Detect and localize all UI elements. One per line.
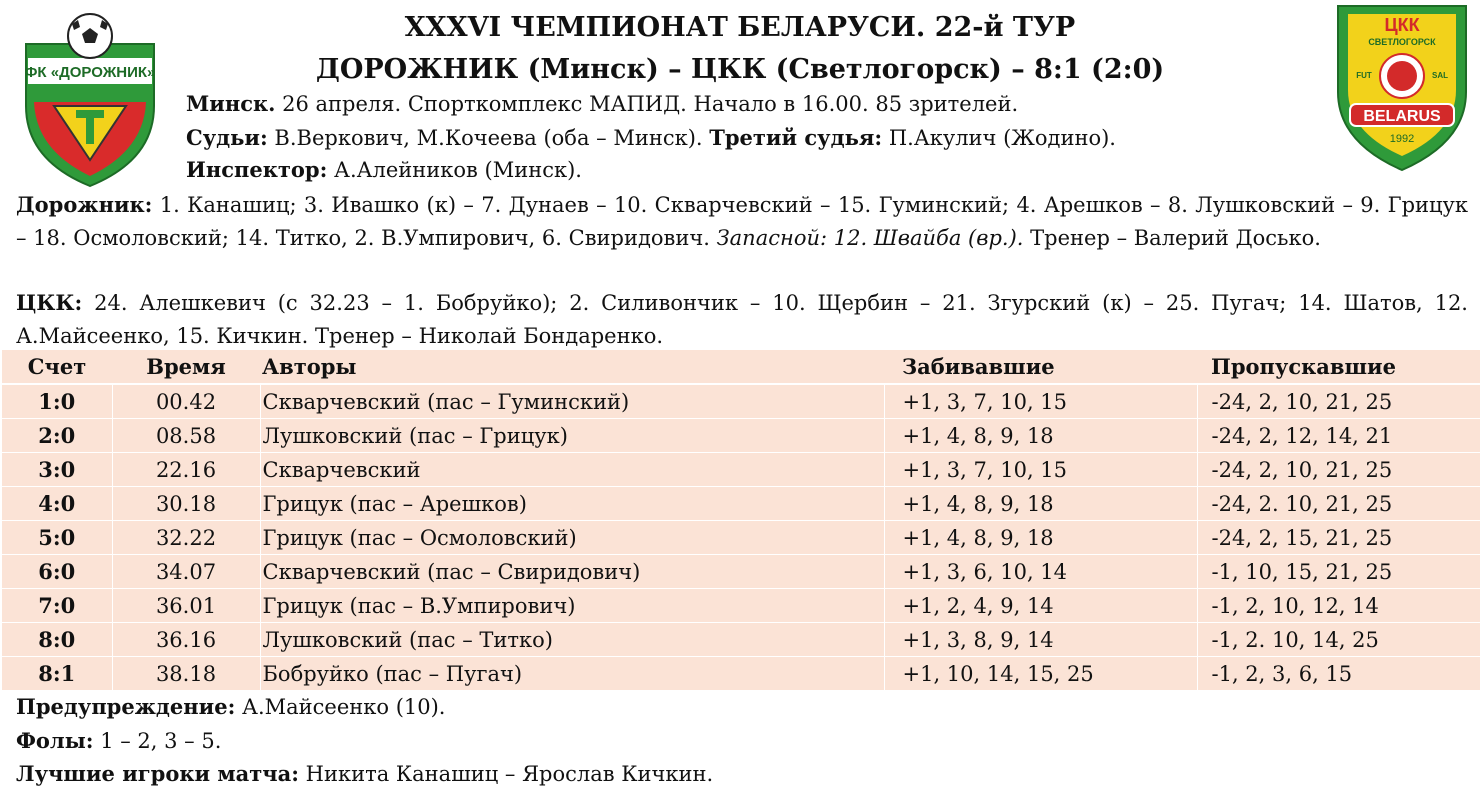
- goal-scoring-five: +1, 4, 8, 9, 18: [884, 487, 1197, 521]
- home-subs-text: Запасной: 12. Швайба (вр.).: [716, 226, 1024, 250]
- goal-score: 2:0: [2, 419, 112, 453]
- away-team-label: ЦКК:: [16, 290, 83, 315]
- table-row: [2, 657, 1480, 691]
- goal-conceding-five: -24, 2, 12, 14, 21: [1197, 419, 1480, 453]
- goal-conceding-five: -1, 2. 10, 14, 25: [1197, 623, 1480, 657]
- fouls-label: Фолы:: [16, 728, 94, 753]
- goal-author: Лушковский (пас – Грицук): [260, 419, 884, 453]
- goal-author: Грицук (пас – Осмоловский): [260, 521, 884, 555]
- away-lineup-text: 24. Алешкевич (с 32.23 – 1. Бобруйко); 2. Силивончик – 10. Щербин – 21. Згурский (к) – 25. Пугач; 14. Шатов, 12. А.Майсеенко, 15. Кичкин. Тренер – Николай Бондаренко.: [16, 291, 1468, 348]
- table-row: [2, 384, 1480, 419]
- goal-conceding-five: -24, 2. 10, 21, 25: [1197, 487, 1480, 521]
- goal-author: Лушковский (пас – Титко): [260, 623, 884, 657]
- venue-line: [186, 90, 1018, 118]
- goal-author: Скварчевский (пас – Гуминский): [260, 384, 884, 419]
- goal-scoring-five: +1, 4, 8, 9, 18: [884, 521, 1197, 555]
- goal-author: Скварчевский: [260, 453, 884, 487]
- table-row: [2, 521, 1480, 555]
- goal-time: 00.42: [112, 384, 260, 419]
- goal-scoring-five: +1, 3, 7, 10, 15: [884, 384, 1197, 419]
- match-score-title: ДОРОЖНИК (Минск) – ЦКК (Светлогорск) – 8:1 (2:0): [315, 54, 1165, 85]
- table-row: [2, 419, 1480, 453]
- goal-time: 22.16: [112, 453, 260, 487]
- inspector-label: Инспектор:: [186, 157, 328, 182]
- best-players-line: [16, 760, 713, 788]
- goal-conceding-five: -1, 2, 10, 12, 14: [1197, 589, 1480, 623]
- goal-score: 8:1: [2, 657, 112, 691]
- goal-score: 5:0: [2, 521, 112, 555]
- home-team-label: Дорожник:: [16, 192, 153, 217]
- header-conceded-on-court: Пропускавшие: [1197, 350, 1480, 384]
- best-players-text: Никита Канашиц – Ярослав Кичкин.: [298, 762, 714, 786]
- header-authors: Авторы: [260, 350, 884, 384]
- goal-score: 6:0: [2, 555, 112, 589]
- table-row: [2, 623, 1480, 657]
- goals-table-header: [2, 350, 1480, 384]
- home-coach-text: Тренер – Валерий Досько.: [1023, 226, 1321, 250]
- goal-author: Грицук (пас – В.Умпирович): [260, 589, 884, 623]
- venue-text: 26 апреля. Спорткомплекс МАПИД. Начало в 16.00. 85 зрителей.: [275, 92, 1019, 116]
- table-row: [2, 487, 1480, 521]
- home-team-lineup: [16, 188, 1468, 255]
- ckk-logo-futsal-right: SAL: [1432, 71, 1448, 80]
- goal-score: 3:0: [2, 453, 112, 487]
- ckk-logo-title: ЦКК: [1384, 15, 1420, 35]
- header-time: Время: [112, 350, 260, 384]
- third-referee-text: П.Акулич (Жодино).: [882, 126, 1116, 150]
- warning-label: Предупреждение:: [16, 694, 236, 719]
- goal-conceding-five: -24, 2, 10, 21, 25: [1197, 453, 1480, 487]
- referees-line: [186, 124, 1116, 152]
- goal-conceding-five: -1, 2, 3, 6, 15: [1197, 657, 1480, 691]
- ckk-logo-city: СВЕТЛОГОРСК: [1368, 37, 1436, 47]
- goal-score: 8:0: [2, 623, 112, 657]
- warning-line: [16, 693, 445, 721]
- goal-score: 1:0: [2, 384, 112, 419]
- goal-conceding-five: -24, 2, 10, 21, 25: [1197, 384, 1480, 419]
- referees-label: Судьи:: [186, 125, 268, 150]
- goals-table: [2, 350, 1480, 690]
- goal-score: 4:0: [2, 487, 112, 521]
- goal-time: 36.01: [112, 589, 260, 623]
- header-scorers-on-court: Забивавшие: [884, 350, 1197, 384]
- fouls-line: [16, 727, 221, 755]
- home-lineup-text: 1. Канашиц; 3. Ивашко (к) – 7. Дунаев – 10. Скварчевский – 15. Гуминский; 4. Арешков – 8. Лушковский – 9. Грицук – 18. Осмоловский; 14. Титко, 2. В.Умпирович, 6. Свиридович.: [16, 193, 1468, 250]
- venue-label: Минск.: [186, 91, 276, 116]
- goal-scoring-five: +1, 2, 4, 9, 14: [884, 589, 1197, 623]
- inspector-text: А.Алейников (Минск).: [327, 158, 582, 182]
- goal-time: 38.18: [112, 657, 260, 691]
- goal-conceding-five: -1, 10, 15, 21, 25: [1197, 555, 1480, 589]
- away-team-lineup: [16, 286, 1468, 353]
- goal-scoring-five: +1, 3, 6, 10, 14: [884, 555, 1197, 589]
- inspector-line: [186, 156, 582, 184]
- goal-scoring-five: +1, 10, 14, 15, 25: [884, 657, 1197, 691]
- fouls-text: 1 – 2, 3 – 5.: [93, 729, 222, 753]
- goal-time: 32.22: [112, 521, 260, 555]
- header-score: Счет: [2, 350, 112, 384]
- warning-text: А.Майсеенко (10).: [235, 695, 446, 719]
- third-referee-label: Третий судья:: [709, 125, 883, 150]
- goal-time: 30.18: [112, 487, 260, 521]
- goal-conceding-five: -24, 2, 15, 21, 25: [1197, 521, 1480, 555]
- goal-time: 36.16: [112, 623, 260, 657]
- goal-author: Грицук (пас – Арешков): [260, 487, 884, 521]
- goal-scoring-five: +1, 4, 8, 9, 18: [884, 419, 1197, 453]
- ckk-logo-year: 1992: [1389, 133, 1415, 145]
- ckk-logo-futsal-left: FUT: [1356, 71, 1372, 80]
- table-row: [2, 453, 1480, 487]
- dorozhnik-logo-text: ФК «ДОРОЖНИК»: [24, 64, 156, 81]
- table-row: [2, 555, 1480, 589]
- goal-time: 34.07: [112, 555, 260, 589]
- goal-scoring-five: +1, 3, 7, 10, 15: [884, 453, 1197, 487]
- best-players-label: Лучшие игроки матча:: [16, 761, 299, 786]
- goal-time: 08.58: [112, 419, 260, 453]
- goal-scoring-five: +1, 3, 8, 9, 14: [884, 623, 1197, 657]
- table-row: [2, 589, 1480, 623]
- referees-text: В.Веркович, М.Кочеева (оба – Минск).: [267, 126, 710, 150]
- goal-score: 7:0: [2, 589, 112, 623]
- match-title: XXXVI ЧЕМПИОНАТ БЕЛАРУСИ. 22-й ТУР: [404, 12, 1076, 43]
- goal-author: Скварчевский (пас – Свиридович): [260, 555, 884, 589]
- ckk-logo-country: BELARUS: [1363, 108, 1441, 125]
- goal-author: Бобруйко (пас – Пугач): [260, 657, 884, 691]
